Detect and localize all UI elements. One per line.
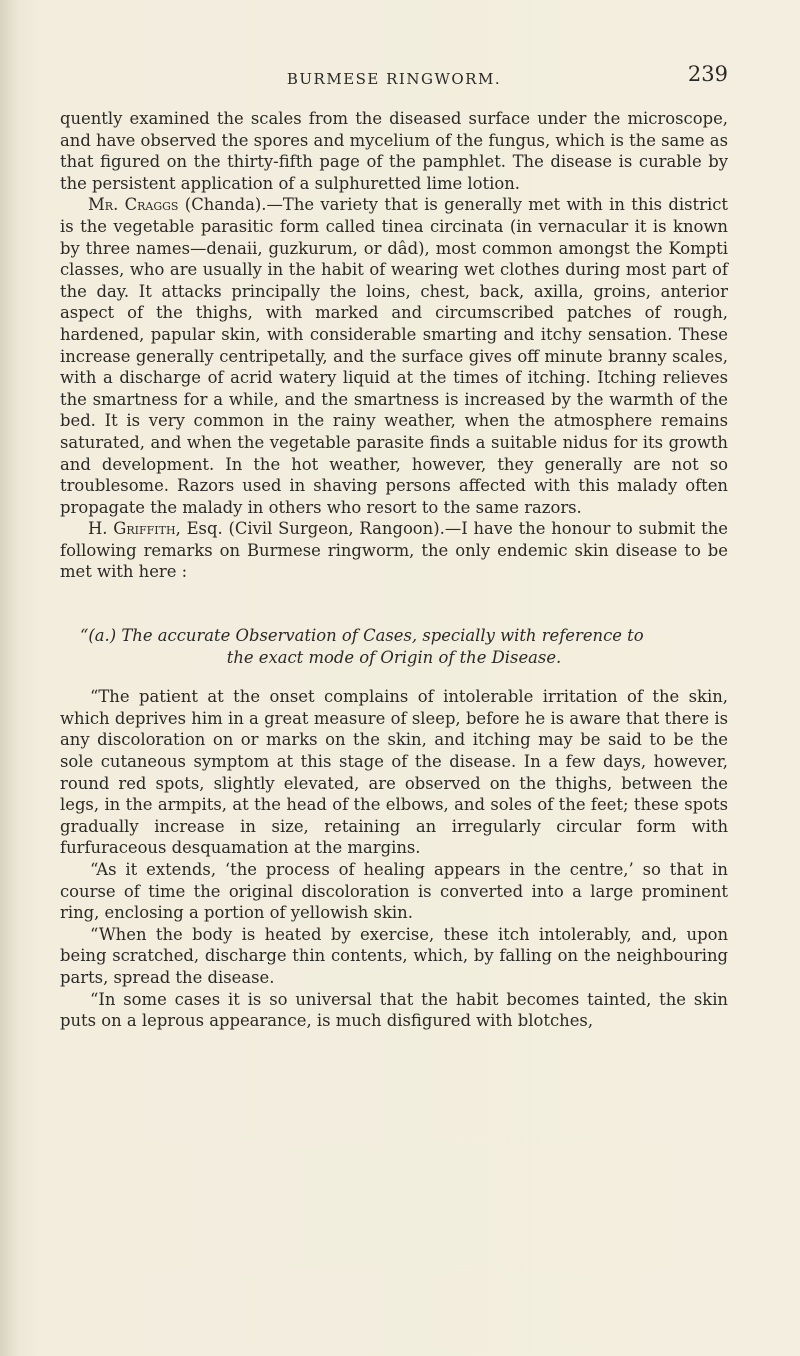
section-heading-line: “(a.) The accurate Observation of Cases, specially with reference to bbox=[80, 626, 644, 646]
paragraph-craggs bbox=[60, 194, 728, 518]
paragraph-griffith bbox=[60, 518, 728, 583]
paragraph-text: , Esq. (Civil Surgeon, Rangoon).—I have the honour to submit the following remarks on Burmese ringworm, the only endemic skin disease to be met with here : bbox=[60, 519, 728, 582]
paragraph-onset: “The patient at the onset complains of intolerable irritation of the skin, which deprives him in a great measure of sleep, before he is aware that there is any discoloration on or marks on the skin, and itching may be said to be the sole cutaneous symptom at this stage of the disease. In a few days, however, round red spots, slightly elevated, are observed on the thighs, between the legs, in the armpits, at the head of the elbows, and soles of the feet; these spots gradually increase in size, retaining an irregularly circular form with furfuraceous desquamation at the margins. bbox=[60, 687, 728, 858]
running-header bbox=[60, 56, 728, 88]
running-title: BURMESE RINGWORM. bbox=[286, 70, 502, 88]
paragraph-extends: “As it extends, ‘the process of healing appears in the centre,’ so that in course of time the original discoloration is converted into a large prominent ring, enclosing a portion of yellowish skin. bbox=[60, 860, 728, 923]
paragraph-heated: “When the body is heated by exercise, these itch intolerably, and, upon being scratched, discharge thin contents, which, by falling on the neighbouring parts, spread the disease. bbox=[60, 924, 728, 987]
section-heading-line: the exact mode of Origin of the Disease. bbox=[226, 647, 562, 667]
body-text bbox=[60, 108, 728, 1032]
page-number: 239 bbox=[687, 62, 728, 86]
paragraph-universal: “In some cases it is so universal that the habit becomes tainted, the skin puts on a leprous appearance, is much disfigured with blotches, bbox=[60, 989, 728, 1031]
speaker-name: H. Griffith bbox=[88, 519, 176, 539]
paragraph-continued: quently examined the scales from the diseased surface under the microscope, and have observed the spores and mycelium of the fungus, which is the same as that figured on the thirty-fifth page of the pamphlet. The disease is curable by the persistent application of a sulphuretted lime lotion. bbox=[60, 109, 728, 193]
section-heading bbox=[60, 625, 728, 668]
paragraph-text: (Chanda).—The variety that is generally met with in this district is the vegetable parasitic form called tinea circinata (in vernacular it is known by three names—denaii, guzkurum, or dâd), most common amongst the Kompti classes, who are usually in the habit of wearing wet clothes during most part of the day. It attacks principally the loins, chest, back, axilla, groins, anterior aspect of the thighs, with marked and circumscribed patches of rough, hardened, papular skin, with considerable smarting and itchy sensation. These increase generally centripetally, and the surface gives off minute branny scales, with a discharge of acrid watery liquid at the times of itching. Itching relieves the smartness for a while, and the smartness is increased by the warmth of the bed. It is very common in the rainy weather, when the atmosphere remains saturated, and when the vegetable parasite finds a suitable nidus for its growth and development. In the hot weather, however, they generally are not so troublesome. Razors used in shaving persons affected with this malady often propagate the malady in others who resort to the same razors. bbox=[60, 195, 728, 517]
speaker-name: Mr. Craggs bbox=[88, 195, 179, 215]
